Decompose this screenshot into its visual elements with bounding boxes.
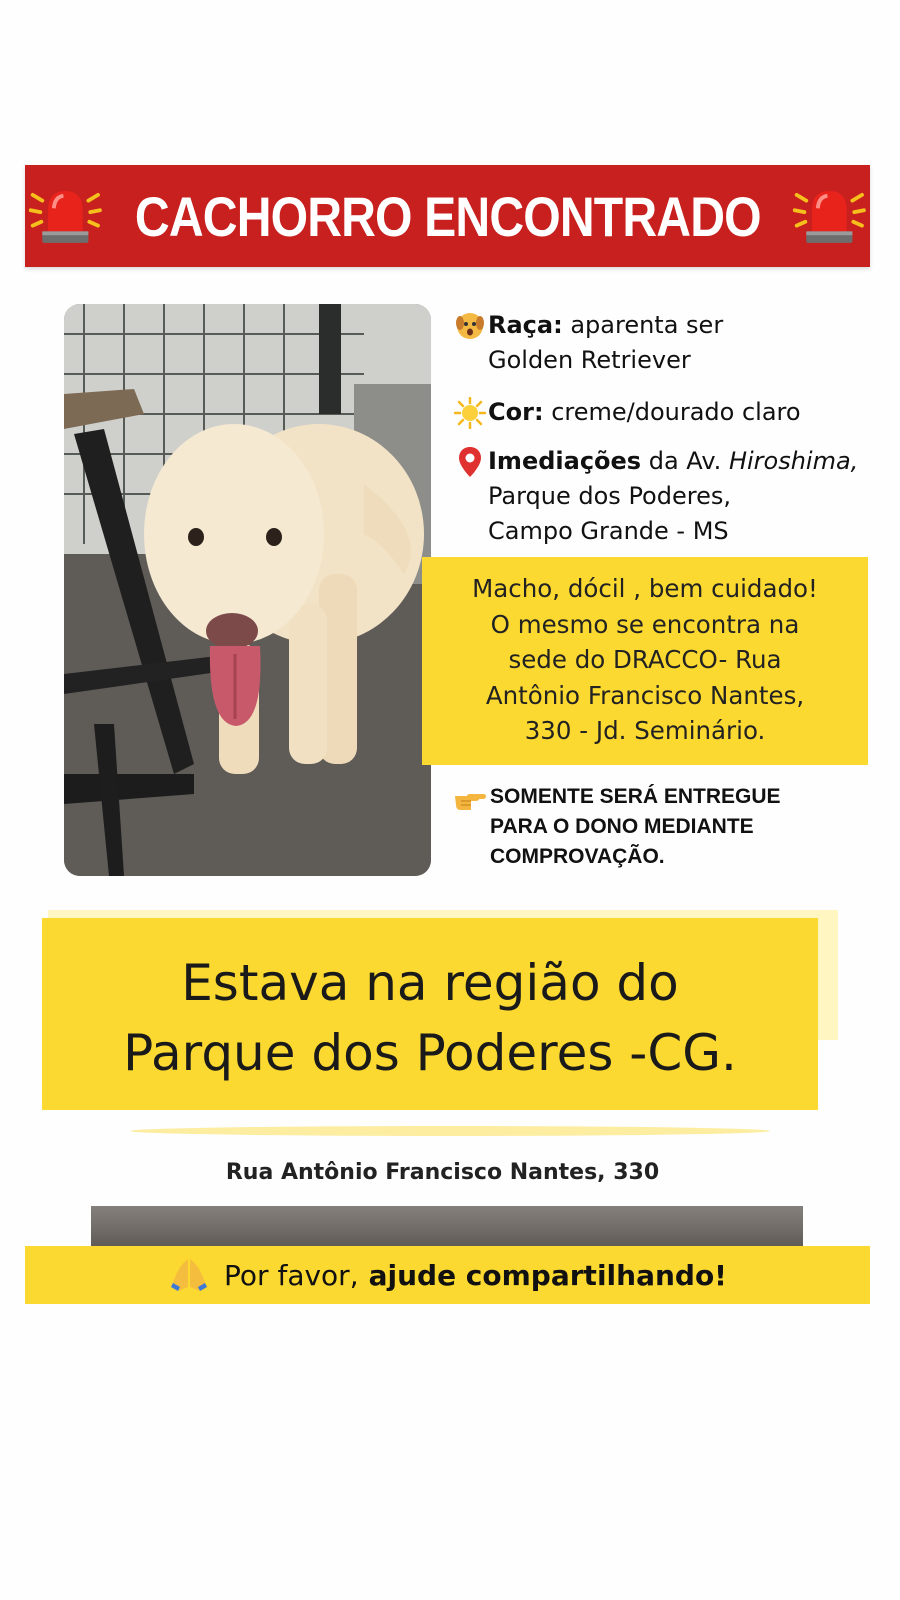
address-text: Rua Antônio Francisco Nantes, 330	[225, 1160, 660, 1185]
location-info	[452, 444, 872, 549]
dog-face-icon	[452, 308, 488, 343]
details-box	[422, 557, 868, 765]
color-text: creme/dourado claro	[551, 398, 801, 426]
map-pin-icon	[452, 444, 488, 479]
breed-text: aparenta ser	[570, 311, 724, 339]
share-banner	[25, 1246, 870, 1304]
siren-icon	[789, 180, 870, 252]
color-label: Cor:	[488, 398, 544, 426]
breed-info	[452, 308, 872, 378]
notice-line: COMPROVAÇÃO.	[490, 845, 665, 868]
sun-icon	[452, 395, 488, 430]
details-line: sede do DRACCO- Rua	[508, 645, 782, 674]
ground-photo-strip	[91, 1206, 803, 1248]
pointing-hand-icon	[450, 782, 490, 817]
breed-name: Golden Retriever	[488, 346, 691, 374]
notice-line: PARA O DONO MEDIANTE	[490, 815, 754, 838]
region-line: Estava na região do	[181, 954, 679, 1012]
header-banner	[25, 165, 870, 267]
color-info	[452, 395, 872, 430]
location-street: Hiroshima,	[728, 447, 859, 475]
details-line: Antônio Francisco Nantes,	[485, 680, 805, 710]
breed-label: Raça:	[488, 311, 563, 339]
location-line3: Campo Grande - MS	[488, 517, 729, 545]
location-pre: da Av.	[648, 447, 722, 475]
siren-icon	[25, 180, 106, 252]
region-line: Parque dos Poderes -CG.	[123, 1024, 737, 1082]
details-line: O mesmo se encontra na	[490, 609, 800, 639]
dog-photo	[64, 304, 431, 876]
ownership-notice	[450, 782, 870, 872]
location-line2: Parque dos Poderes,	[488, 482, 731, 510]
region-box	[42, 918, 818, 1110]
banner-title: CACHORRO ENCONTRADO	[134, 184, 761, 248]
praying-hands-icon	[168, 1257, 210, 1293]
notice-line: SOMENTE SERÁ ENTREGUE	[490, 785, 781, 808]
details-line: Macho, dócil , bem cuidado!	[472, 574, 818, 603]
details-line: 330 - Jd. Seminário.	[524, 716, 766, 745]
location-label: Imediações	[488, 447, 642, 475]
share-bold-text: ajude compartilhando!	[368, 1258, 727, 1292]
share-text: Por favor,	[224, 1258, 359, 1292]
highlight-glow	[130, 1126, 770, 1136]
